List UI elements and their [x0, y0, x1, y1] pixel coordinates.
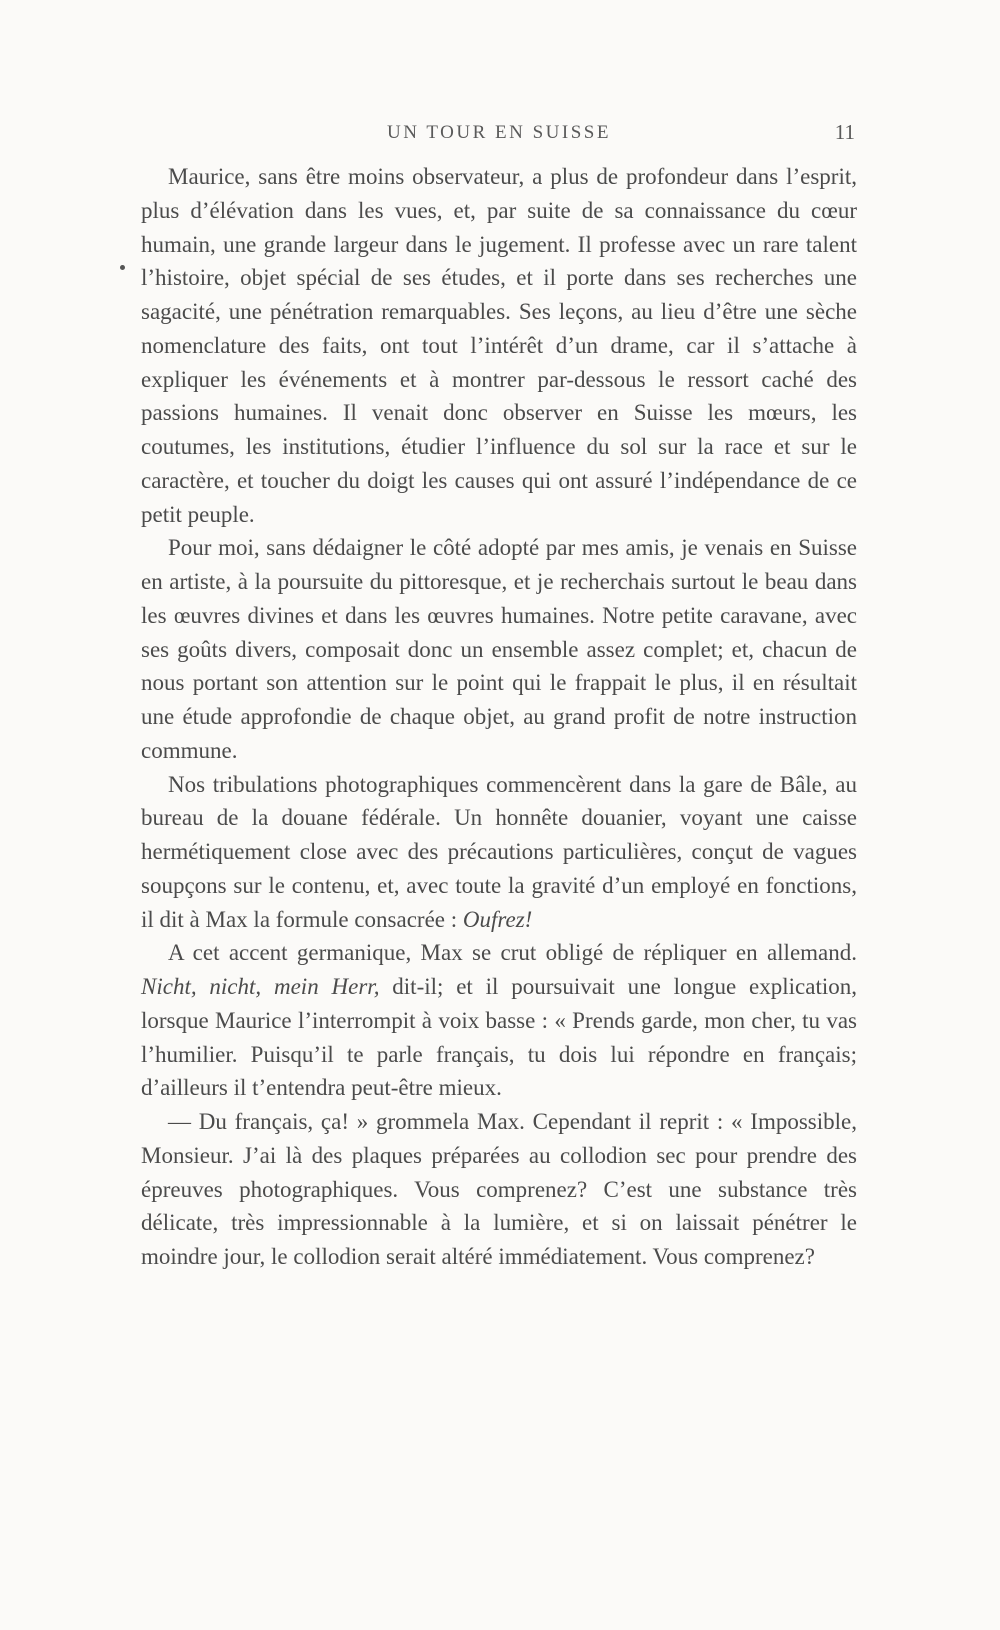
paragraph-3-text: Nos tribulations photographiques commencèrent dans la gare de Bâle, au bureau de la douane fédérale. Un honnête douanier, voyant une caisse hermétiquement close avec des précautions particulières, conçut de vagues soupçons sur le contenu, et, avec toute la gravité d’un employé en fonctions, il dit à Max la formule consacrée : [141, 771, 857, 932]
paragraph-5: — Du français, ça! » grommela Max. Cependant il reprit : « Impossible, Monsieur. J’ai là des plaques préparées au collodion sec pour prendre des épreuves photographiques. Vous comprenez? C’est une substance très délicate, très impressionnable à la lumière, et si on laissait pénétrer le moindre jour, le collodion serait altéré immédiatement. Vous comprenez? [141, 1109, 857, 1269]
paragraph-4-text-start: A cet accent germanique, Max se crut obligé de répliquer en allemand. [168, 940, 857, 966]
paragraph-3-italic: Oufrez! [462, 906, 533, 932]
paragraph-2: Pour moi, sans dédaigner le côté adopté par mes amis, je venais en Suisse en artiste, à la poursuite du pittoresque, et je recherchais surtout le beau dans les œuvres divines et dans les œuvres humaines. Notre petite caravane, avec ses goûts divers, composait donc un ensemble assez complet; et, chacun de nous portant son attention sur le point qui le frappait le plus, il en résultait une étude approfondie de chaque objet, au grand profit de notre instruction commune. [141, 535, 857, 763]
body-text [141, 160, 857, 1274]
paragraph-4 [141, 936, 857, 1105]
margin-mark [120, 265, 125, 270]
running-head [143, 118, 855, 148]
running-title: UN TOUR EN SUISSE [387, 122, 611, 143]
paragraph-1: Maurice, sans être moins observateur, a plus de profondeur dans l’esprit, plus d’élévation dans les vues, et, par suite de sa connaissance du cœur humain, une grande largeur dans le jugement. Il professe avec un rare talent l’histoire, objet spécial de ses études, et il porte dans ses recherches une sagacité, une pénétration remarquables. Ses leçons, au lieu d’être une sèche nomenclature des faits, ont tout l’intérêt d’un drame, car il s’attache à expliquer les événements et à montrer par-dessous le ressort caché des passions humaines. Il venait donc observer en Suisse les mœurs, les coutumes, les institutions, étudier l’influence du sol sur la race et sur le caractère, et toucher du doigt les causes qui ont assuré l’indépendance de ce petit peuple. [141, 164, 857, 527]
paragraph-4-italic: Nicht, nicht, mein Herr, [141, 974, 380, 999]
paragraph-3 [141, 768, 857, 937]
paragraph-4-text-end: dit-il; et il poursuivait une longue explication, lorsque Maurice l’interrompit à voix basse : « Prends garde, mon cher, tu vas l’humilier. Puisqu’il te parle français, tu dois lui répondre en français; d’ailleurs il t’entendra peut-être mieux. [141, 974, 857, 1101]
page-number: 11 [834, 120, 855, 144]
